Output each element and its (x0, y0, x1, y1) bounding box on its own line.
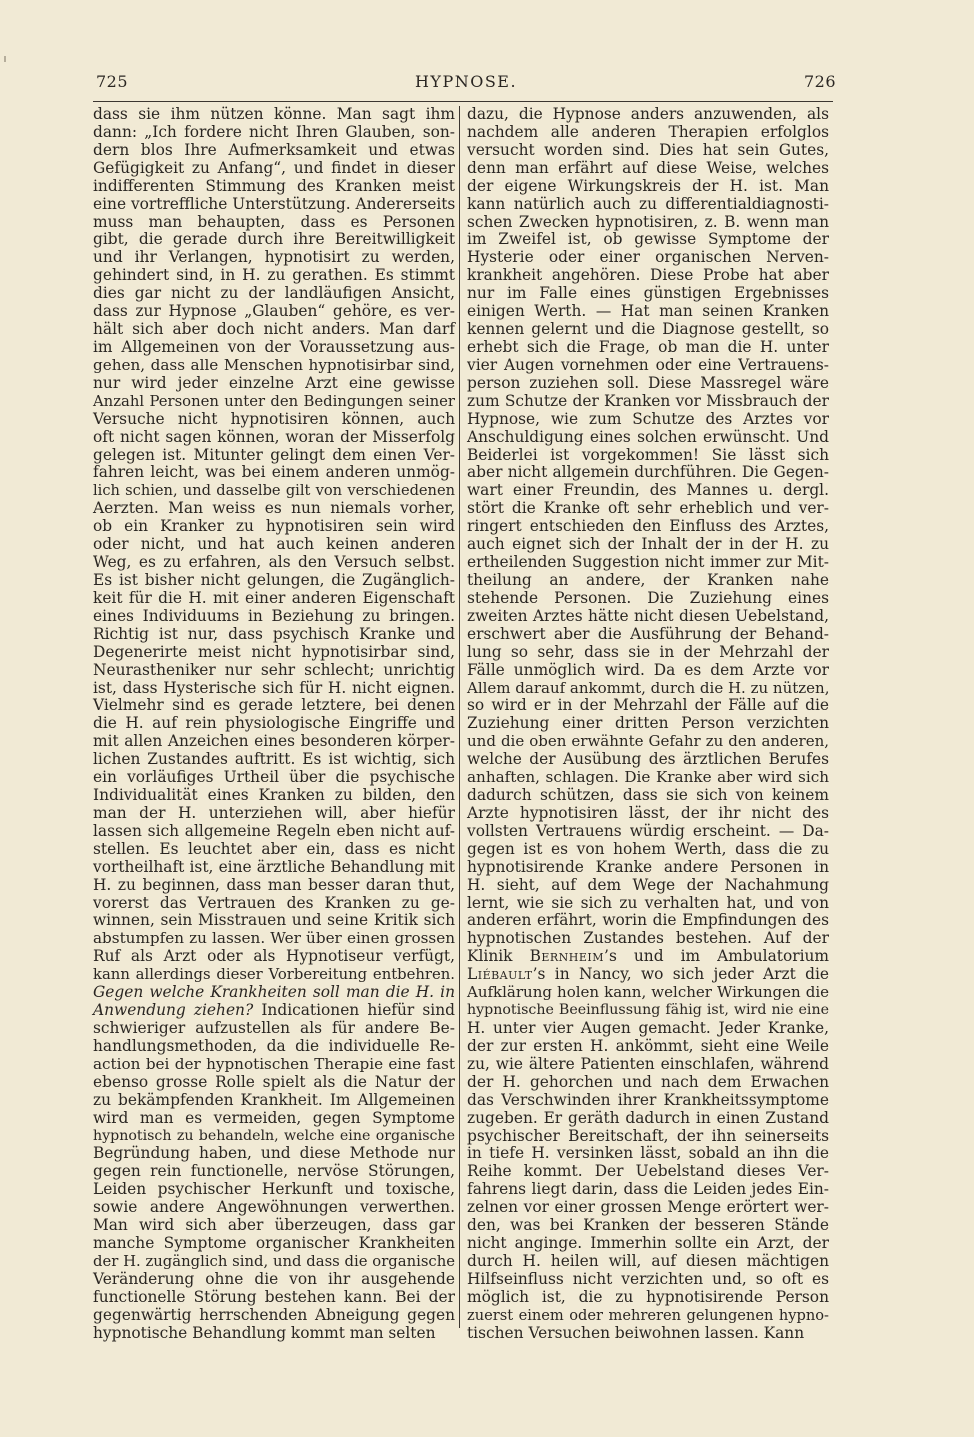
text-line: Man wird sich aber überzeugen, dass gar (93, 1216, 455, 1235)
text-line: der H. gehorchen und nach dem Erwachen (467, 1072, 829, 1091)
page-number-left: 725 (96, 72, 129, 91)
text-line: ebenso grosse Rolle spielt als die Natur der (93, 1072, 455, 1091)
text-line: stört die Kranke oft sehr erheblich und ver- (467, 499, 829, 518)
left-column (93, 106, 455, 1343)
text-line: stehende Personen. Die Zuziehung eines (467, 588, 829, 607)
page-header (96, 72, 836, 96)
text-line: Arzte hypnotisiren lässt, der ihr nicht des (467, 803, 829, 822)
text-line: wart einer Freundin, des Mannes u. dergl. (467, 481, 829, 500)
text-line: H. sieht, auf dem Wege der Nachahmung (467, 875, 829, 894)
text-line: Allem darauf ankommt, durch die H. zu nützen, (467, 678, 830, 697)
text-line: Reihe kommt. Der Uebelstand dieses Ver- (467, 1162, 829, 1181)
text-line: Fälle unmöglich wird. Da es dem Arzte vor (467, 660, 829, 679)
text-line: functionelle Störung bestehen kann. Bei der (93, 1287, 455, 1306)
text-line: winnen, sein Misstrauen und seine Kritik sich (93, 911, 455, 930)
text-line: lichen Zustandes auftritt. Es ist wichtig, sich (93, 750, 455, 769)
text-line: Zuziehung einer dritten Person verzichten (467, 714, 829, 733)
text-line: Gegen welche Krankheiten soll man die H. in (93, 983, 455, 1002)
text-line: möglich ist, die zu hypnotisirende Person (467, 1287, 829, 1306)
text-line: keit für die H. mit einer anderen Eigenschaft (93, 588, 455, 607)
text-line: dass sie ihm nützen könne. Man sagt ihm (93, 105, 455, 123)
text-line: krankheit angehören. Diese Probe hat aber (467, 266, 829, 285)
text-line: vortheilhaft ist, eine ärztliche Behandlung mit (93, 857, 455, 876)
text-line: versucht worden sind. Dies hat sein Gutes, (467, 140, 829, 159)
text-line: person zuziehen soll. Diese Massregel wäre (467, 373, 829, 392)
text-line: nur im Falle eines günstigen Ergebnisses (467, 284, 829, 303)
text-line: wird man es vermeiden, gegen Symptome (93, 1108, 455, 1127)
text-line: Anwendung ziehen? Indicationen hiefür sind (93, 1001, 455, 1020)
text-line: mit allen Anzeichen eines besonderen körper- (93, 732, 455, 751)
page-number-right: 726 (803, 72, 836, 91)
text-line: Leiden psychischer Herkunft und toxische, (93, 1180, 455, 1199)
text-line: handlungsmethoden, da die individuelle Re- (93, 1036, 455, 1055)
text-line: nur wird jeder einzelne Arzt eine gewisse (93, 373, 455, 392)
text-line: zuerst einem oder mehreren gelungenen hypno- (467, 1306, 829, 1324)
text-line: einigen Werth. — Hat man seinen Kranken (467, 302, 829, 321)
right-column (467, 106, 829, 1343)
text-line: dass zur Hypnose „Glauben“ gehöre, es ver- (93, 302, 455, 321)
text-line: im Zweifel ist, ob gewisse Symptome der (467, 230, 829, 249)
text-line: Gefügigkeit zu Anfang“, und findet in dieser (93, 158, 455, 177)
text-line: Es ist bisher nicht gelungen, die Zugänglich- (93, 570, 455, 589)
text-line: dann: „Ich fordere nicht Ihren Glauben, son- (93, 122, 455, 141)
text-line: hypnotische Beeinflussung fähig ist, wird nie eine (467, 1002, 829, 1019)
text-line: Richtig ist nur, dass psychisch Kranke und (93, 624, 455, 643)
text-line: Hypnose, wie zum Schutze des Arztes vor (467, 409, 829, 428)
text-line: oft nicht sagen können, woran der Misserfolg (93, 427, 455, 446)
text-line: aber nicht allgemein durchführen. Die Gegen- (467, 463, 829, 482)
text-line: lernt, wie sie sich zu verhalten hat, und von (467, 893, 829, 912)
text-line: Beiderlei ist vorgekommen! Sie lässt sich (467, 445, 829, 464)
text-line: indifferenten Stimmung des Kranken meist (93, 176, 455, 195)
text-line: Liébault’s in Nancy, wo sich jeder Arzt die (467, 965, 829, 984)
text-line: abstumpfen zu lassen. Wer über einen grossen (93, 929, 455, 948)
text-line: die H. auf rein physiologische Eingriffe und (93, 714, 455, 733)
text-line: dern blos Ihre Aufmerksamkeit und etwas (93, 140, 455, 159)
text-line: Anzahl Personen unter den Bedingungen seiner (93, 392, 455, 410)
text-line: Klinik Bernheim’s und im Ambulatorium (467, 947, 829, 966)
text-line: stellen. Es leuchtet aber ein, dass es nicht (93, 839, 455, 858)
text-line: Degenerirte meist nicht hypnotisirbar sind, (93, 642, 455, 661)
text-line: der eigene Wirkungskreis der H. ist. Man (467, 176, 829, 195)
text-line: auch eignet sich der Inhalt der in der H. zu (467, 535, 829, 554)
text-line: theilung an andere, der Kranken nahe (467, 570, 829, 589)
text-line: gehen, dass alle Menschen hypnotisirbar sind, (93, 355, 455, 374)
text-line: den, was bei Kranken der besseren Stände (467, 1216, 829, 1235)
text-line: eine vortreffliche Unterstützung. Andererseits (93, 194, 456, 213)
text-line: so wird er in der Mehrzahl der Fälle auf die (467, 696, 829, 715)
header-rule (93, 101, 833, 102)
text-line: oder nicht, und hat auch keinen anderen (93, 535, 455, 554)
text-line: zum Schutze der Kranken vor Missbrauch der (467, 391, 829, 410)
text-line: H. zu beginnen, dass man besser daran thut, (93, 875, 455, 894)
text-line: gelegen ist. Mitunter gelingt dem einen Ver- (93, 445, 455, 464)
text-line: Individualität eines Kranken zu bilden, den (93, 786, 455, 805)
text-line: fahren leicht, was bei einem anderen unmög- (93, 463, 455, 482)
text-line: gegen ist es von hohem Werth, dass die zu (467, 839, 829, 858)
text-line: psychischer Bereitschaft, der ihn seinerseits (467, 1126, 829, 1145)
text-line: fahrens liegt darin, dass die Leiden jedes Ein- (467, 1180, 829, 1199)
text-line: vorerst das Vertrauen des Kranken zu ge- (93, 893, 455, 912)
text-line: nicht anginge. Immerhin sollte ein Arzt, der (467, 1234, 829, 1253)
text-line: kann allerdings dieser Vorbereitung entbehren. (93, 966, 455, 984)
text-line: in tiefe H. versinken lässt, sobald an ihn die (467, 1144, 829, 1163)
text-line: der H. zugänglich sind, und dass die organische (93, 1253, 455, 1270)
text-line: zu, wie ältere Patienten einschlafen, während (467, 1054, 829, 1073)
text-line: schwieriger aufzustellen als für andere Be- (93, 1019, 455, 1038)
text-line: im Allgemeinen von der Voraussetzung aus- (93, 337, 455, 356)
text-line: zelnen vor einer grossen Menge erörtert wer- (467, 1198, 829, 1217)
text-line: anhaften, schlagen. Die Kranke aber wird sich (467, 768, 829, 787)
text-line: ob ein Kranker zu hypnotisiren sein wird (93, 517, 455, 536)
text-line: hypnotische Behandlung kommt man selten (93, 1323, 436, 1342)
text-line: dadurch schützen, dass sie sich von keinem (467, 786, 829, 805)
text-line: Neurastheniker nur sehr schlecht; unrichtig (93, 660, 455, 679)
text-line: Aerzten. Man weiss es nun niemals vorher, (93, 499, 455, 518)
text-line: erhebt sich die Frage, ob man die H. unter (467, 337, 829, 356)
text-line: hält sich aber doch nicht anders. Man darf (93, 320, 455, 339)
running-head: HYPNOSE. (414, 72, 518, 91)
column-divider (459, 106, 460, 1328)
text-line: Hilfseinfluss nicht verzichten und, so oft es (467, 1269, 829, 1288)
text-line: zugeben. Er geräth dadurch in einen Zustand (467, 1108, 829, 1127)
text-line: hypnotisch zu behandeln, welche eine organische (93, 1127, 455, 1144)
text-line: hypnotischen Zustandes bestehen. Auf der (467, 929, 829, 948)
text-line: kann natürlich auch zu differentialdiagnosti- (467, 194, 829, 213)
text-line: gehindert sind, in H. zu gerathen. Es stimmt (93, 266, 455, 285)
text-line: Hysterie oder einer organischen Nerven- (467, 248, 829, 267)
text-line: und ihr Verlangen, hypnotisirt zu werden, (93, 248, 455, 267)
text-line: das Verschwinden ihrer Krankheitssymptome (467, 1090, 829, 1109)
text-line: durch H. heilen will, auf diesen mächtigen (467, 1252, 829, 1270)
text-line: anderen erfährt, worin die Empfindungen des (467, 911, 829, 930)
text-line: gibt, die gerade durch ihre Bereitwilligkeit (93, 230, 455, 249)
paper-speck (4, 56, 6, 62)
text-line: dies gar nicht zu der landläufigen Ansicht, (93, 284, 455, 303)
text-line: Weg, es zu erfahren, als den Versuch selbst. (93, 553, 455, 572)
text-line: ertheilenden Suggestion nicht immer zur Mit- (467, 553, 829, 572)
text-line: gegen rein functionelle, nervöse Störungen, (93, 1162, 455, 1181)
text-line: sowie andere Angewöhnungen verwerthen. (93, 1198, 455, 1217)
text-line: man der H. unterziehen will, aber hiefür (93, 803, 455, 822)
text-line: schen Zwecken hypnotisiren, z. B. wenn man (467, 212, 829, 231)
text-line: ein vorläufiges Urtheil über die psychische (93, 768, 455, 787)
text-line: der zur ersten H. ankömmt, sieht eine Weile (467, 1036, 829, 1055)
text-line: zweiten Arztes hätte nicht diesen Uebelstand, (467, 606, 829, 625)
text-line: lung so sehr, dass sie in der Mehrzahl der (467, 642, 829, 661)
text-line: vier Augen vornehmen oder eine Vertrauens- (467, 355, 829, 374)
text-line: tischen Versuchen beiwohnen lassen. Kann (467, 1323, 805, 1342)
text-line: und die oben erwähnte Gefahr zu den anderen, (467, 732, 829, 751)
text-line: hypnotisirende Kranke andere Personen in (467, 857, 829, 876)
text-line: kennen gelernt und die Diagnose gestellt, so (467, 320, 829, 339)
text-line: Veränderung ohne die von ihr ausgehende (93, 1269, 455, 1288)
text-line: ringert entschieden den Einfluss des Arztes, (467, 517, 829, 536)
text-line: gegenwärtig herrschenden Abneigung gegen (93, 1305, 455, 1324)
text-line: manche Symptome organischer Krankheiten (93, 1234, 455, 1253)
text-line: action bei der hypnotischen Therapie eine fast (93, 1054, 455, 1073)
text-line: nachdem alle anderen Therapien erfolglos (467, 122, 829, 141)
text-line: vollsten Vertrauens würdig erscheint. — Da- (467, 821, 829, 840)
text-line: Aufklärung holen kann, welcher Wirkungen die (467, 983, 829, 1002)
text-line: Versuche nicht hypnotisiren können, auch (93, 409, 455, 428)
text-line: muss man behaupten, dass es Personen (93, 212, 455, 231)
text-line: erschwert aber die Ausführung der Behand- (467, 624, 829, 643)
text-line: Ruf als Arzt oder als Hypnotiseur verfügt, (93, 947, 455, 966)
text-line: Anschuldigung eines solchen erwünscht. Und (467, 427, 829, 446)
text-line: ist, dass Hysterische sich für H. nicht eignen. (93, 678, 455, 697)
text-line: lich schien, und dasselbe gilt von verschiedenen (93, 482, 455, 500)
text-line: dazu, die Hypnose anders anzuwenden, als (467, 105, 829, 123)
text-line: Vielmehr sind es gerade letztere, bei denen (93, 696, 455, 715)
text-line: H. unter vier Augen gemacht. Jeder Kranke, (467, 1019, 829, 1038)
text-line: denn man erfährt auf diese Weise, welches (467, 158, 829, 177)
text-line: welche der Ausübung des ärztlichen Berufes (467, 750, 829, 769)
text-line: zu bekämpfenden Krankheit. Im Allgemeinen (93, 1090, 455, 1109)
text-line: Begründung haben, und diese Methode nur (93, 1144, 455, 1163)
text-line: lassen sich allgemeine Regeln eben nicht auf- (93, 821, 455, 840)
text-line: eines Individuums in Beziehung zu bringen. (93, 606, 455, 625)
